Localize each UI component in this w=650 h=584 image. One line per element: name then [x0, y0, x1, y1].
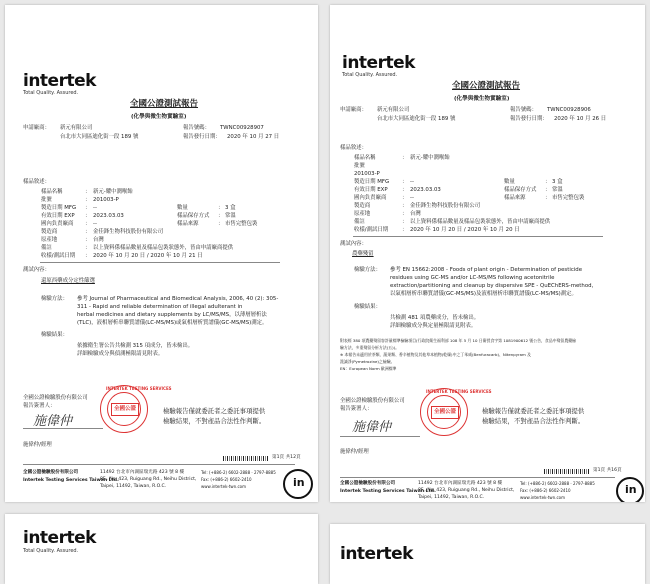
- intertek-logo: intertek: [23, 528, 96, 548]
- field-mfg-value: --: [410, 179, 414, 185]
- footer-company-zh: 全國公證檢驗股份有限公司: [23, 470, 79, 475]
- field-origin-label: 原產地: [41, 237, 58, 243]
- result-label: 檢驗結果：: [41, 332, 68, 338]
- report-number: TWNC00928907: [220, 125, 264, 131]
- applicant-name: 新元有限公司: [377, 107, 410, 113]
- method-line-2: residues using GC-MS and/or LC-MS/MS following acetonitrile: [390, 275, 555, 281]
- divider: [40, 262, 280, 263]
- field-maker-label: 製造商: [354, 203, 371, 209]
- colon: ：: [85, 197, 91, 203]
- field-name-label: 樣品名稱: [354, 155, 376, 161]
- report-number: TWNC00928906: [547, 107, 591, 113]
- field-vendor-label: 國內負責廠商: [41, 221, 74, 227]
- signature: 施偉仲: [352, 420, 392, 435]
- note-line-5: EN：European Norm 歐洲標準: [340, 366, 397, 371]
- colon: ：: [402, 195, 408, 201]
- field-name-value: 新元-耀中潤喉飴: [410, 155, 450, 161]
- field-maker-value: 金佳鋒生物科技股份有限公司: [410, 203, 481, 209]
- signer-label: 報告簽署人：: [340, 406, 373, 412]
- field-vendor-label: 國內負責廠商: [354, 195, 387, 201]
- method-line-2: 311 - Rapid and reliable determination of illegal adulterant in: [77, 304, 243, 310]
- intertek-logo: intertek: [340, 544, 413, 564]
- colon: ：: [545, 179, 551, 185]
- result-label: 檢驗結果：: [354, 304, 381, 310]
- sample-section-label: 樣品敘述：: [340, 145, 367, 151]
- field-storage-label: 樣品保存方式: [177, 213, 210, 219]
- signature: 施偉仲: [33, 414, 73, 429]
- footer-fax: Fax: (+886-2) 6602-2410: [520, 488, 571, 493]
- test-item: 農藥殘留: [352, 251, 374, 257]
- signer-company: 全國公證檢驗股份有限公司: [23, 395, 88, 401]
- report-subtitle: (化學與微生物實驗室): [454, 96, 510, 102]
- field-source-label: 樣品來源: [504, 195, 526, 201]
- report-number-label: 報告號碼：: [510, 107, 537, 113]
- colon: ：: [218, 205, 224, 211]
- field-receipt-value: 2020 年 10 月 20 日 / 2020 年 10 月 20 日: [410, 227, 520, 233]
- field-maker-value: 金佳鋒生物科技股份有限公司: [93, 229, 164, 235]
- field-storage-value: 常溫: [552, 187, 563, 193]
- field-lot-label: 批號: [354, 163, 365, 169]
- colon: ：: [402, 187, 408, 193]
- field-origin-label: 原產地: [354, 211, 371, 217]
- footer-fax: Fax: (+886-2) 6602-2410: [201, 477, 252, 482]
- footer-address-en-1: 8F., No. 423, Ruiguang Rd., Neihu District,: [100, 477, 197, 482]
- footer-divider: [340, 477, 615, 478]
- report-title: 全國公證測試報告: [452, 81, 521, 91]
- applicant-address: 台北市大同區迪化街一段 189 號: [377, 116, 456, 122]
- barcode: [544, 469, 590, 474]
- report-number-label: 報告號碼：: [183, 125, 210, 131]
- field-receipt-label: 收樣/測試日期: [354, 227, 389, 233]
- disclaimer-line-1: 檢驗報告僅就委託者之委託事項提供: [163, 407, 266, 415]
- colon: ：: [85, 213, 91, 219]
- method-line-1: 參考 EN 15662:2008 - Foods of plant origin - Determination of pesticide: [390, 267, 583, 273]
- field-lot-label: 批號: [41, 197, 52, 203]
- note-line-2: 驗方法，多重殘留分析方法(五))。: [340, 345, 400, 350]
- colon: ：: [85, 205, 91, 211]
- field-remark-value: 以上資料係樣品數量及樣品包裝狀態外，皆由申請廠商提供: [410, 219, 551, 225]
- footer-address-en-2: Taipei, 11492, Taiwan, R.O.C.: [418, 495, 485, 500]
- field-name-label: 樣品名稱: [41, 189, 63, 195]
- company-seal-label: 全國公證: [431, 406, 459, 419]
- field-exp-value: 2023.03.03: [93, 213, 124, 219]
- footer-address-en-1: 8F., No. 423, Ruiguang Rd., Neihu District,: [418, 488, 515, 493]
- method-line-3: extraction/partitioning and cleanup by dispersive SPE - QuEChERS-method，: [390, 283, 597, 289]
- test-item: 還原西藥成分定性篩選: [41, 278, 95, 284]
- signature-line: [23, 428, 103, 429]
- field-receipt-label: 收樣/測試日期: [41, 253, 76, 259]
- colon: ：: [218, 221, 224, 227]
- field-exp-value: 2023.03.03: [410, 187, 441, 193]
- footer-company-en: Intertek Testing Services Taiwan Ltd.: [340, 489, 436, 494]
- report-subtitle: (化學與微生物實驗室): [131, 114, 187, 120]
- field-mfg-value: --: [93, 205, 97, 211]
- colon: ：: [402, 203, 408, 209]
- right-report-page: [330, 5, 645, 502]
- logo-tagline: Total Quality. Assured.: [23, 90, 79, 96]
- barcode: [223, 456, 269, 461]
- field-remark-value: 以上資料係樣品數量及樣品包裝狀態外，皆由申請廠商提供: [93, 245, 234, 251]
- signer-company: 全國公證檢驗股份有限公司: [340, 398, 405, 404]
- field-vendor-value: --: [410, 195, 414, 201]
- colon: ：: [218, 213, 224, 219]
- method-line-1: 參考 Journal of Pharmaceutical and Biomedical Analysis, 2006, 40 (2): 305-: [77, 296, 279, 302]
- result-line-1: 依據衛生署公告共檢測 315 項成分，皆未檢出。: [77, 343, 194, 349]
- disclaimer-line-2: 檢驗結果，不對產品合法性作判斷。: [482, 417, 585, 425]
- right-next-page: [330, 524, 645, 584]
- issue-date: 2020 年 10 月 26 日: [554, 116, 607, 122]
- footer-circle-logo: in: [283, 469, 313, 499]
- field-storage-label: 樣品保存方式: [504, 187, 537, 193]
- footer-tel: Tel: (+886-2) 6602-2888 · 2797-8885: [201, 470, 276, 475]
- colon: ：: [85, 253, 91, 259]
- field-source-value: 市售完整包裝: [552, 195, 585, 201]
- colon: ：: [402, 219, 408, 225]
- colon: ：: [85, 221, 91, 227]
- footer-company-en: Intertek Testing Services Taiwan Ltd.: [23, 478, 119, 483]
- signature-line: [340, 436, 420, 437]
- note-line-4: 派滅淨(Pymetrozine)之檢驗。: [340, 359, 395, 364]
- colon: ：: [85, 229, 91, 235]
- footer-address-zh: 11492 台北市內湖區瑞光路 423 號 8 樓: [418, 481, 503, 486]
- footer-address-en-2: Taipei, 11492, Taiwan, R.O.C.: [100, 484, 167, 489]
- colon: ：: [402, 227, 408, 233]
- left-report-page: [5, 5, 318, 502]
- signer-label: 報告簽署人：: [23, 403, 56, 409]
- footer-divider: [23, 464, 295, 465]
- field-qty-label: 數量: [177, 205, 188, 211]
- note-line-3: ※ 本報告未適用於茶類、蔬果類、香辛植物及其他草本植物(乾燥)中之丁苯威(Benfuracarb)、Nitenpyram 及: [340, 352, 531, 357]
- footer-web: www.intertek-twn.com: [520, 495, 566, 500]
- result-line-2: 詳細檢驗成分與偵測極限請見附表。: [77, 351, 164, 357]
- issue-date-label: 報告發行日期：: [510, 116, 548, 122]
- footer-circle-logo: in: [616, 477, 644, 502]
- colon: ：: [85, 237, 91, 243]
- applicant-address: 台北市大同區迪化街一段 189 號: [60, 134, 139, 140]
- field-remark-label: 備註: [41, 245, 52, 251]
- field-storage-value: 常溫: [225, 213, 236, 219]
- method-label: 檢驗方法：: [41, 296, 68, 302]
- company-seal-ring: INTERTEK TESTING SERVICES: [426, 389, 492, 394]
- result-line-1: 共檢測 481 項農藥成分，皆未檢出。: [390, 315, 480, 321]
- footer-web: www.intertek-twn.com: [201, 484, 247, 489]
- field-mfg-label: 製造日期 MFG: [354, 179, 390, 185]
- field-exp-label: 有效日期 EXP: [354, 187, 388, 193]
- footer-company-zh: 全國公證檢驗股份有限公司: [340, 481, 396, 486]
- left-next-page: [5, 514, 318, 584]
- field-name-value: 新元-耀中潤喉飴: [93, 189, 133, 195]
- footer-tel: Tel: (+886-2) 6602-2888 · 2797-8885: [520, 481, 595, 486]
- note-line-1: 附表經 380 項農藥殘留容許量標準檢驗項目(行政院衛生福利部 108 年 5 月 10 日衛授食字第 1081900612 號公告，食品中殘留農藥檢: [340, 338, 576, 343]
- applicant-label: 申請廠商：: [23, 125, 50, 131]
- intertek-logo: intertek: [23, 71, 96, 91]
- field-qty-value: 3 盒: [552, 179, 563, 185]
- report-title: 全國公證測試報告: [130, 99, 199, 109]
- field-source-value: 市售完整包裝: [225, 221, 258, 227]
- method-line-4: (TLC)，液相層析串聯質譜儀(LC-MS/MS)或氣相層析質譜儀(GC-MS/MS)測定。: [77, 320, 268, 326]
- logo-tagline: Total Quality. Assured.: [342, 72, 398, 78]
- disclaimer-line-2: 檢驗結果，不對產品合法性作判斷。: [163, 417, 266, 425]
- field-mfg-label: 製造日期 MFG: [41, 205, 77, 211]
- colon: ：: [402, 155, 408, 161]
- colon: ：: [402, 179, 408, 185]
- field-origin-value: 台灣: [93, 237, 104, 243]
- sample-section-label: 樣品敘述：: [23, 179, 50, 185]
- company-seal-label: 全國公證: [111, 403, 139, 416]
- signer-title: 施偉仲/經理: [23, 442, 52, 448]
- field-receipt-value: 2020 年 10 月 20 日 / 2020 年 10 月 21 日: [93, 253, 203, 259]
- divider: [353, 236, 603, 237]
- field-origin-value: 台灣: [410, 211, 421, 217]
- test-items-label: 測試內容：: [23, 267, 50, 273]
- page-number: 第1頁 共16頁: [593, 468, 622, 473]
- field-exp-label: 有效日期 EXP: [41, 213, 75, 219]
- signer-title: 施偉仲/經理: [340, 449, 369, 455]
- test-items-label: 測試內容：: [340, 241, 367, 247]
- method-line-3: herbal medicines and dietary supplements by LC/MS/MS，以薄層層析法: [77, 312, 267, 318]
- colon: ：: [85, 189, 91, 195]
- company-seal-ring: INTERTEK TESTING SERVICES: [106, 386, 172, 391]
- result-line-2: 詳細檢驗成分與定量極限請見附表。: [390, 323, 477, 329]
- colon: ：: [545, 187, 551, 193]
- field-qty-label: 數量: [504, 179, 515, 185]
- field-lot-number: 201003-P: [354, 171, 380, 177]
- disclaimer-line-1: 檢驗報告僅就委託者之委託事項提供: [482, 407, 585, 415]
- field-qty-value: 3 盒: [225, 205, 236, 211]
- colon: ：: [85, 245, 91, 251]
- field-source-label: 樣品來源: [177, 221, 199, 227]
- logo-tagline: Total Quality. Assured.: [23, 548, 79, 554]
- issue-date-label: 報告發行日期：: [183, 134, 221, 140]
- intertek-logo: intertek: [342, 53, 415, 73]
- method-line-4: 以氣相層析串聯質譜儀(GC-MS/MS)及液相層析串聯質譜儀(LC-MS/MS)測定。: [390, 291, 577, 297]
- page-number: 第1頁 共12頁: [272, 455, 301, 460]
- field-lot-value: 201003-P: [93, 197, 119, 203]
- field-vendor-value: --: [93, 221, 97, 227]
- applicant-label: 申請廠商：: [340, 107, 367, 113]
- colon: ：: [402, 211, 408, 217]
- applicant-name: 新元有限公司: [60, 125, 93, 131]
- field-remark-label: 備註: [354, 219, 365, 225]
- field-maker-label: 製造商: [41, 229, 58, 235]
- issue-date: 2020 年 10 月 27 日: [227, 134, 280, 140]
- method-label: 檢驗方法：: [354, 267, 381, 273]
- footer-address-zh: 11492 台北市內湖區瑞光路 423 號 8 樓: [100, 470, 185, 475]
- colon: ：: [545, 195, 551, 201]
